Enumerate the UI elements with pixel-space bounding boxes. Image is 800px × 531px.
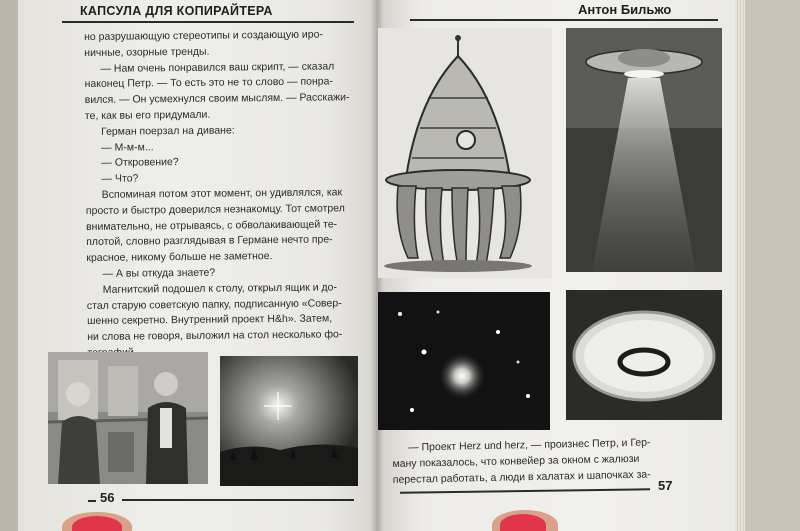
text-line: шенно секретно. Внутренний проект H&h». Затем, <box>86 312 333 328</box>
night-sky-illustration <box>220 356 358 486</box>
photo-night-sky <box>220 356 358 486</box>
round-lamp-illustration <box>566 290 722 420</box>
text-line: но разрушающую стереотипы и создающую иро- <box>84 28 323 43</box>
text-line: Герман поерзал на диване: <box>101 124 235 138</box>
running-head-left: КАПСУЛА ДЛЯ КОПИРАЙТЕРА <box>80 4 273 18</box>
text-line: внимательно, не отрываясь, с обволакивающей те- <box>85 217 338 233</box>
photo-space-stars <box>378 292 550 430</box>
text-line: — Что? <box>101 172 139 185</box>
fingernail-right <box>500 514 546 531</box>
text-line: стал старую советскую папку, подписанную «Совер- <box>86 296 342 312</box>
photo-round-lamp <box>566 290 722 420</box>
running-head-rule-right <box>410 19 718 21</box>
table-surface-right <box>738 0 800 531</box>
right-page-caption <box>392 433 723 488</box>
space-stars-illustration <box>378 292 550 430</box>
text-line: — Нам очень понравился ваш скрипт, — сказал <box>100 59 335 75</box>
text-line: те, как вы его придумали. <box>84 108 211 122</box>
text-line: Магнитский подошел к столу, открыл ящик и до- <box>102 281 337 296</box>
page-number-right: 57 <box>658 478 673 493</box>
text-line: — М-м-м... <box>101 140 154 154</box>
text-line: плотой, словно разглядывая в Германе нечто пре- <box>86 233 333 249</box>
caption-line: ману показалось, что конвейер за окном с жалюзи <box>392 452 640 470</box>
table-surface-left <box>0 0 20 531</box>
running-head-right: Антон Бильжо <box>578 2 672 17</box>
left-page-text <box>84 27 363 362</box>
caption-line: перестал работать, а люди в халатах и шапочках за- <box>392 468 651 486</box>
text-line: — А вы откуда знаете? <box>102 266 216 280</box>
photo-scientists <box>48 352 208 484</box>
text-line: вился. — Он усмехнулся своим мыслям. — Расскажи- <box>84 91 350 107</box>
photo-ufo-beam <box>566 28 722 272</box>
text-line: Вспоминая потом этот момент, он удивлялся, как <box>101 186 343 201</box>
scientists-illustration <box>48 352 208 484</box>
text-line: красное, никому больше не заметное. <box>86 250 273 265</box>
text-line: — Откровение? <box>101 156 179 170</box>
caption-line: — Проект Herz und herz, — произнес Петр, и Гер- <box>408 436 651 454</box>
photo-rocket-drawing <box>378 28 552 278</box>
running-head-rule-left <box>62 21 354 23</box>
text-line: ничные, озорные тренды. <box>84 45 210 59</box>
folio-rule-left-long <box>122 499 354 501</box>
text-line: ни слова не говоря, выложил на стол несколько фо- <box>87 328 343 344</box>
text-line: просто и быстро доверился незнакомцу. Тот смотрел <box>85 202 345 217</box>
page-edges <box>735 0 745 531</box>
rocket-illustration <box>378 28 552 278</box>
ufo-beam-illustration <box>566 28 722 272</box>
fingernail-left <box>72 516 122 531</box>
page-number-left: 56 <box>100 490 115 505</box>
text-line: наконец Петр. — То есть это не то слово — понра- <box>84 75 334 91</box>
folio-rule-left <box>88 500 96 502</box>
